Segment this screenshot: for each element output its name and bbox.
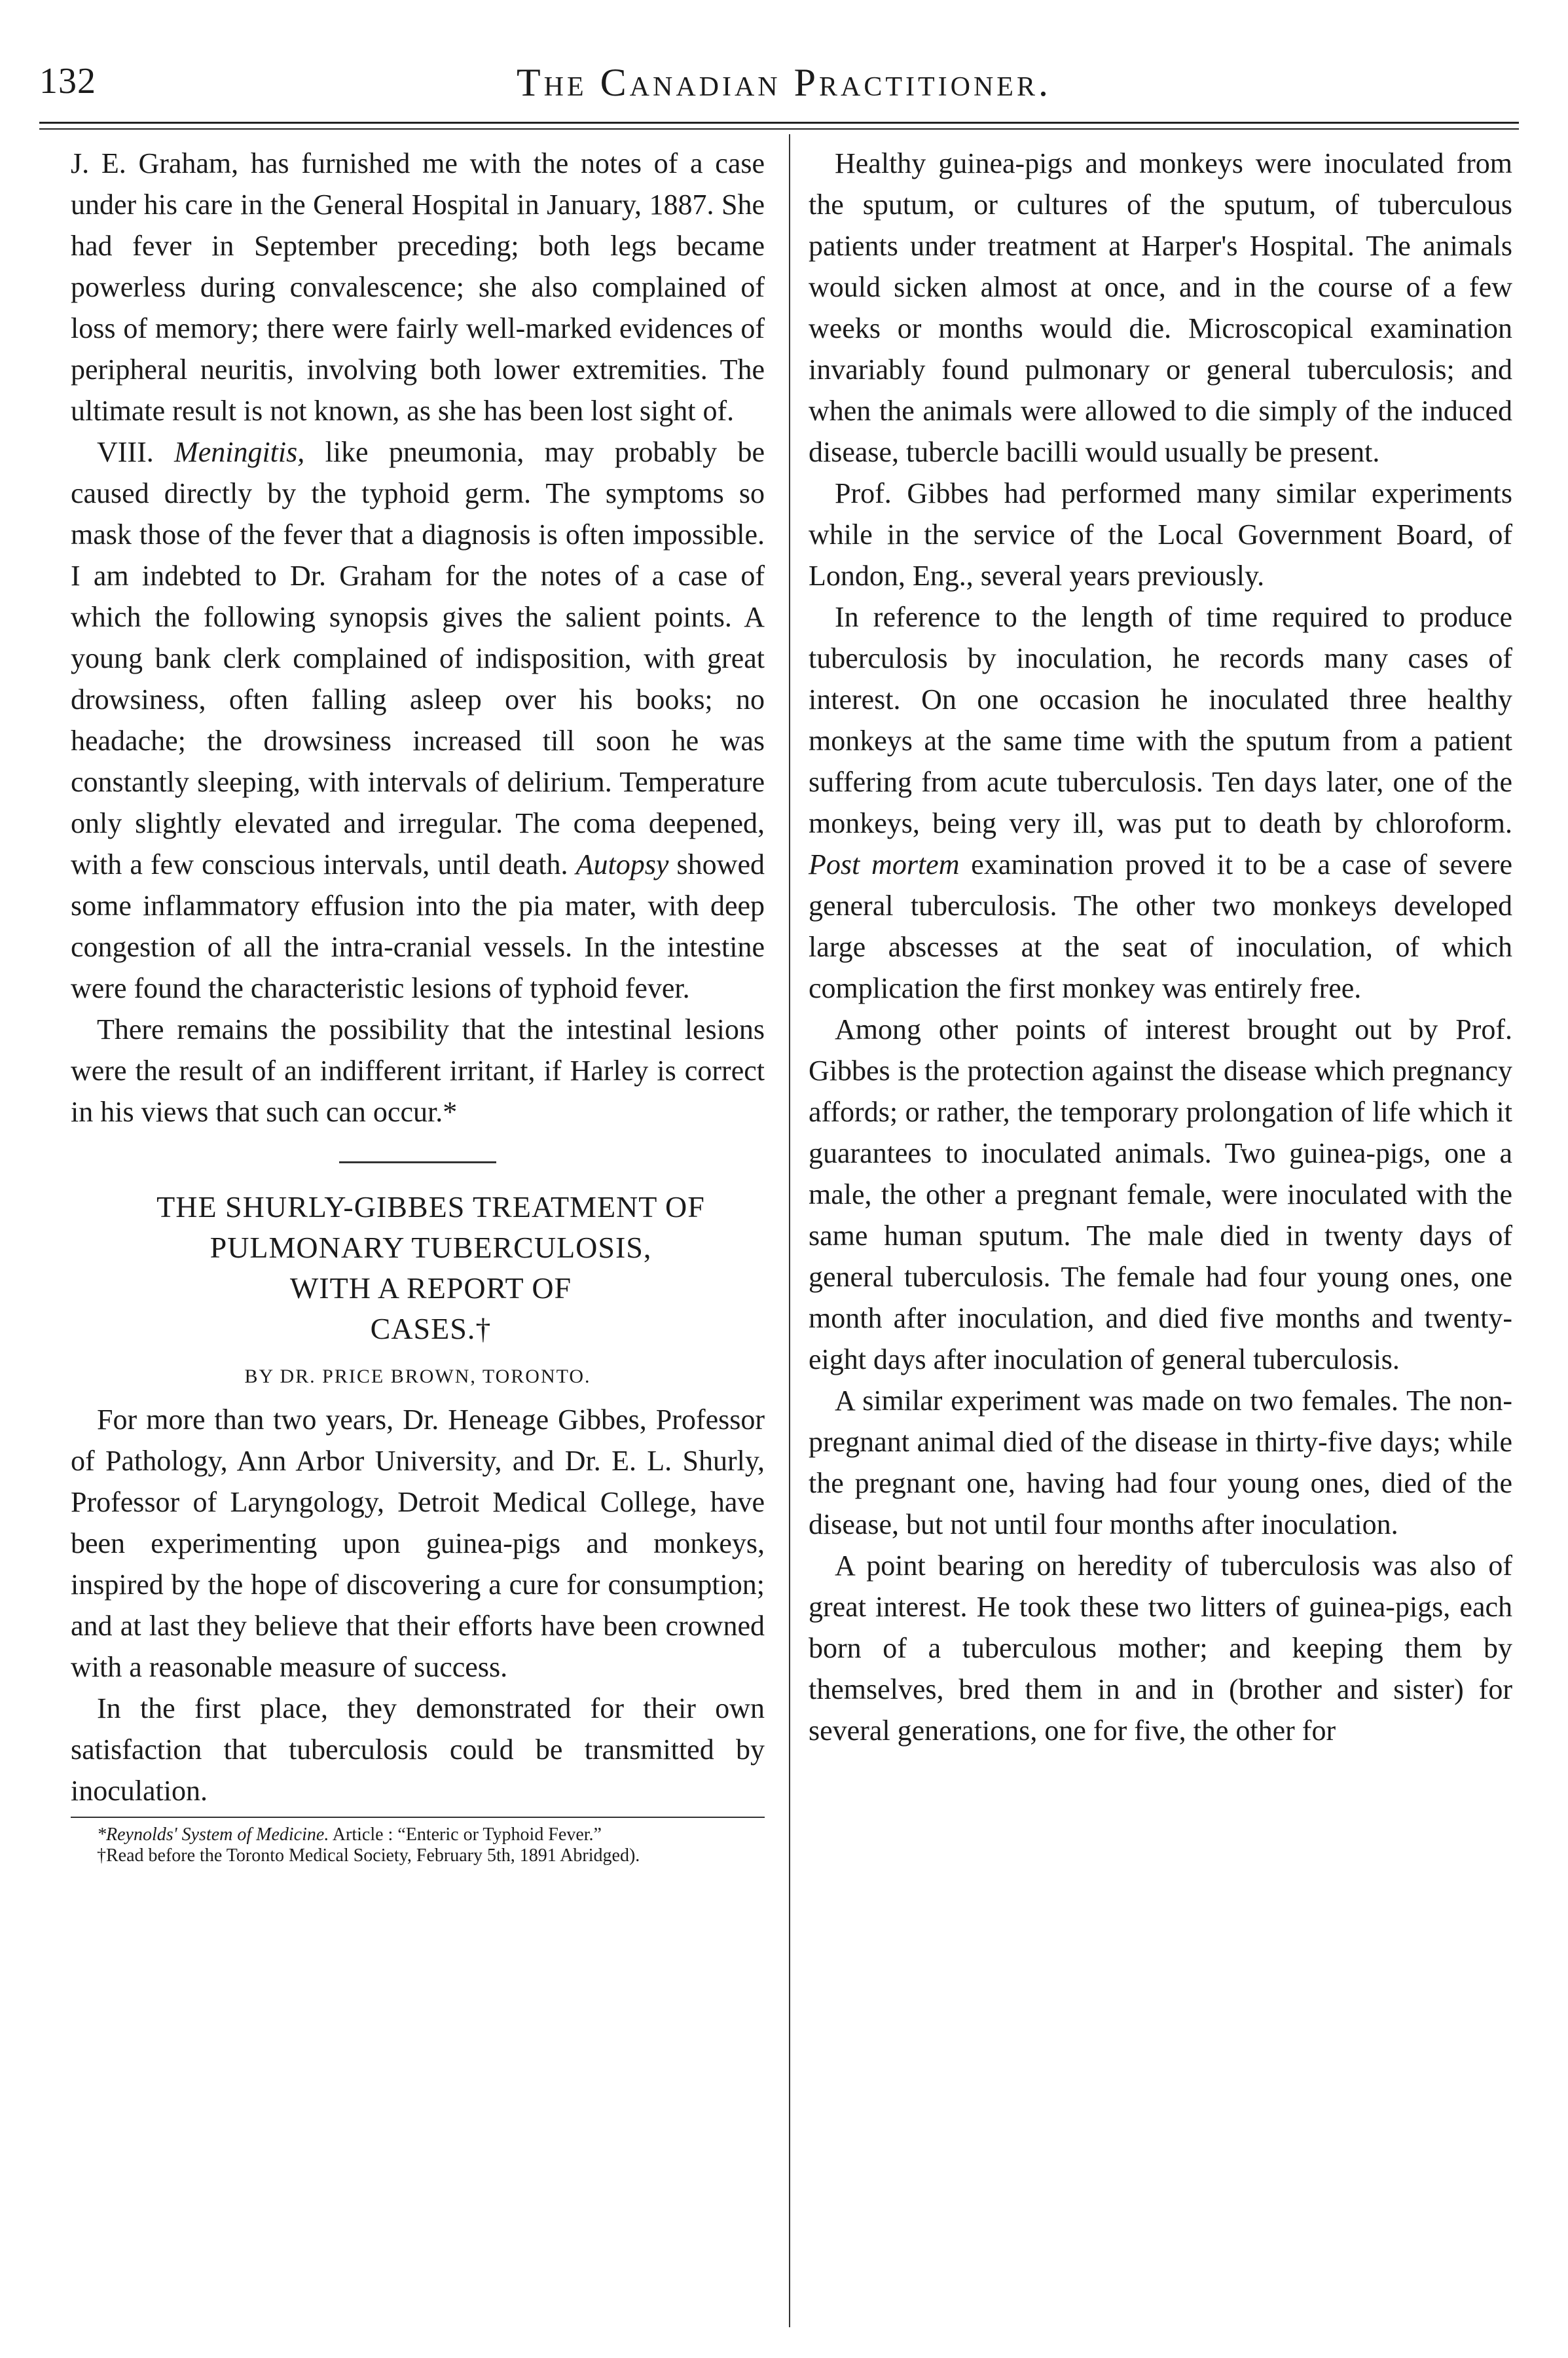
meningitis-term: Meningitis, (174, 436, 305, 468)
footnote-rule (71, 1817, 765, 1818)
header-rule-thick (39, 122, 1519, 124)
article-title-line-3: WITH A REPORT OF (289, 1271, 572, 1305)
left-paragraph-2-text-a: like pneumonia, may probably be caused directly by the typhoid germ. The symptoms so mask those of the fever that a diagnosis is often impossible. I am indebted to Dr. Graham for the notes of a case of which the following synopsis gives the salient points. A young bank clerk complained of indisposition, with great drowsiness, often falling asleep over his books; no headache; the drowsiness increased till soon he was constantly sleeping, with intervals of delirium. Temperature only slightly elevated and irregular. The coma deepened, with a few conscious intervals, until death. (71, 436, 765, 880)
autopsy-term: Autopsy (575, 848, 669, 880)
footnote-1-source: *Reynolds' System of Medicine. (97, 1824, 329, 1845)
footnote-2: †Read before the Toronto Medical Society, February 5th, 1891 Abridged). (97, 1845, 640, 1866)
journal-title: The Canadian Practitioner. (517, 61, 1051, 104)
left-paragraph-1: J. E. Graham, has furnished me with the notes of a case under his care in the General Hospital in January, 1887. She had fever in September preceding; both legs became powerless during convalescence; she also complained of loss of memory; there were fairly well-marked evidences of peripheral neuritis, involving both lower extremities. The ultimate result is not known, as she has been lost sight of. (71, 147, 765, 427)
article-title-line-1: THE SHURLY-GIBBES TREATMENT OF (156, 1190, 705, 1224)
right-paragraph-4: Among other points of interest brought out by Prof. Gibbes is the protection against the disease which pregnancy affords; or rather, the temporary prolongation of life which it guarantees to inoculated animals. Two guinea-pigs, one a male, the other a pregnant female, were inoculated with the same human sputum. The male died in twenty days of general tuberculosis. The female had four young ones, one month after inoculation, and died five months and twenty-eight days after inoculation of general tuberculosis. (809, 1013, 1512, 1375)
right-paragraph-6: A point bearing on heredity of tuberculosis was also of great interest. He took these two litters of guinea-pigs, each born of a tuberculous mother; and keeping them by themselves, bred them in and in (brother and sister) for several generations, one for five, the other for (809, 1550, 1512, 1747)
left-paragraph-2-text-b: showed some inflammatory effusion into the pia mater, with deep congestion of all the intra-cranial vessels. In the intestine were found the characteristic lesions of typhoid fever. (71, 848, 765, 1004)
right-paragraph-5: A similar experiment was made on two females. The non-pregnant animal died of the disease in thirty-five days; while the pregnant one, having had four young ones, died of the disease, but not until four months after inoculation. (809, 1385, 1512, 1540)
page-number: 132 (39, 61, 96, 101)
left-column (71, 143, 765, 1866)
right-paragraph-2: Prof. Gibbes had performed many similar experiments while in the service of the Local Government Board, of London, Eng., several years previously. (809, 477, 1512, 592)
right-paragraph-3-text-b: examination proved it to be a case of severe general tuberculosis. The other two monkeys developed large abscesses at the seat of inoculation, of which complication the first monkey was entirely free. (809, 848, 1512, 1004)
right-paragraph-3-text-a: In reference to the length of time required to produce tuberculosis by inoculation, he records many cases of interest. On one occasion he inoculated three healthy monkeys at the same time with the sputum from a patient suffering from acute tuberculosis. Ten days later, one of the monkeys, being very ill, was put to death by chloroform. (809, 601, 1512, 839)
section-numeral: VIII. (97, 436, 175, 468)
footnote-1 (71, 1824, 765, 1845)
left-paragraph-3: There remains the possibility that the intestinal lesions were the result of an indifferent irritant, if Harley is correct in his views that such can occur.* (71, 1013, 765, 1128)
header-rule-thin (39, 128, 1519, 130)
article-title-line-2: PULMONARY TUBERCULOSIS, (210, 1231, 652, 1264)
left-paragraph-4: For more than two years, Dr. Heneage Gibbes, Professor of Pathology, Ann Arbor University, and Dr. E. L. Shurly, Professor of Laryngology, Detroit Medical College, have been experimenting upon guinea-pigs and monkeys, inspired by the hope of discovering a cure for consumption; and at last they believe that their efforts have been crowned with a reasonable measure of success. (71, 1404, 765, 1683)
left-paragraph-2 (71, 431, 765, 1009)
right-paragraph-1: Healthy guinea-pigs and monkeys were inoculated from the sputum, or cultures of the sputum, of tuberculous patients under treatment at Harper's Hospital. The animals would sicken almost at once, and in the course of a few weeks or months would die. Microscopical examination invariably found pulmonary or general tuberculosis; and when the animals were allowed to die simply of the induced disease, tubercle bacilli would usually be present. (809, 147, 1512, 468)
footnote-1-text: Article : “Enteric or Typhoid Fever.” (329, 1824, 602, 1845)
right-column (809, 143, 1512, 1751)
article-title-line-4: CASES.† (370, 1312, 492, 1345)
section-separator (339, 1161, 496, 1163)
article-byline: BY DR. PRICE BROWN, TORONTO. (244, 1366, 591, 1387)
left-paragraph-5: In the first place, they demonstrated for their own satisfaction that tuberculosis could be transmitted by inoculation. (71, 1692, 765, 1807)
column-divider (789, 134, 790, 2327)
right-paragraph-3 (809, 596, 1512, 1009)
post-mortem-term: Post mortem (809, 848, 960, 880)
